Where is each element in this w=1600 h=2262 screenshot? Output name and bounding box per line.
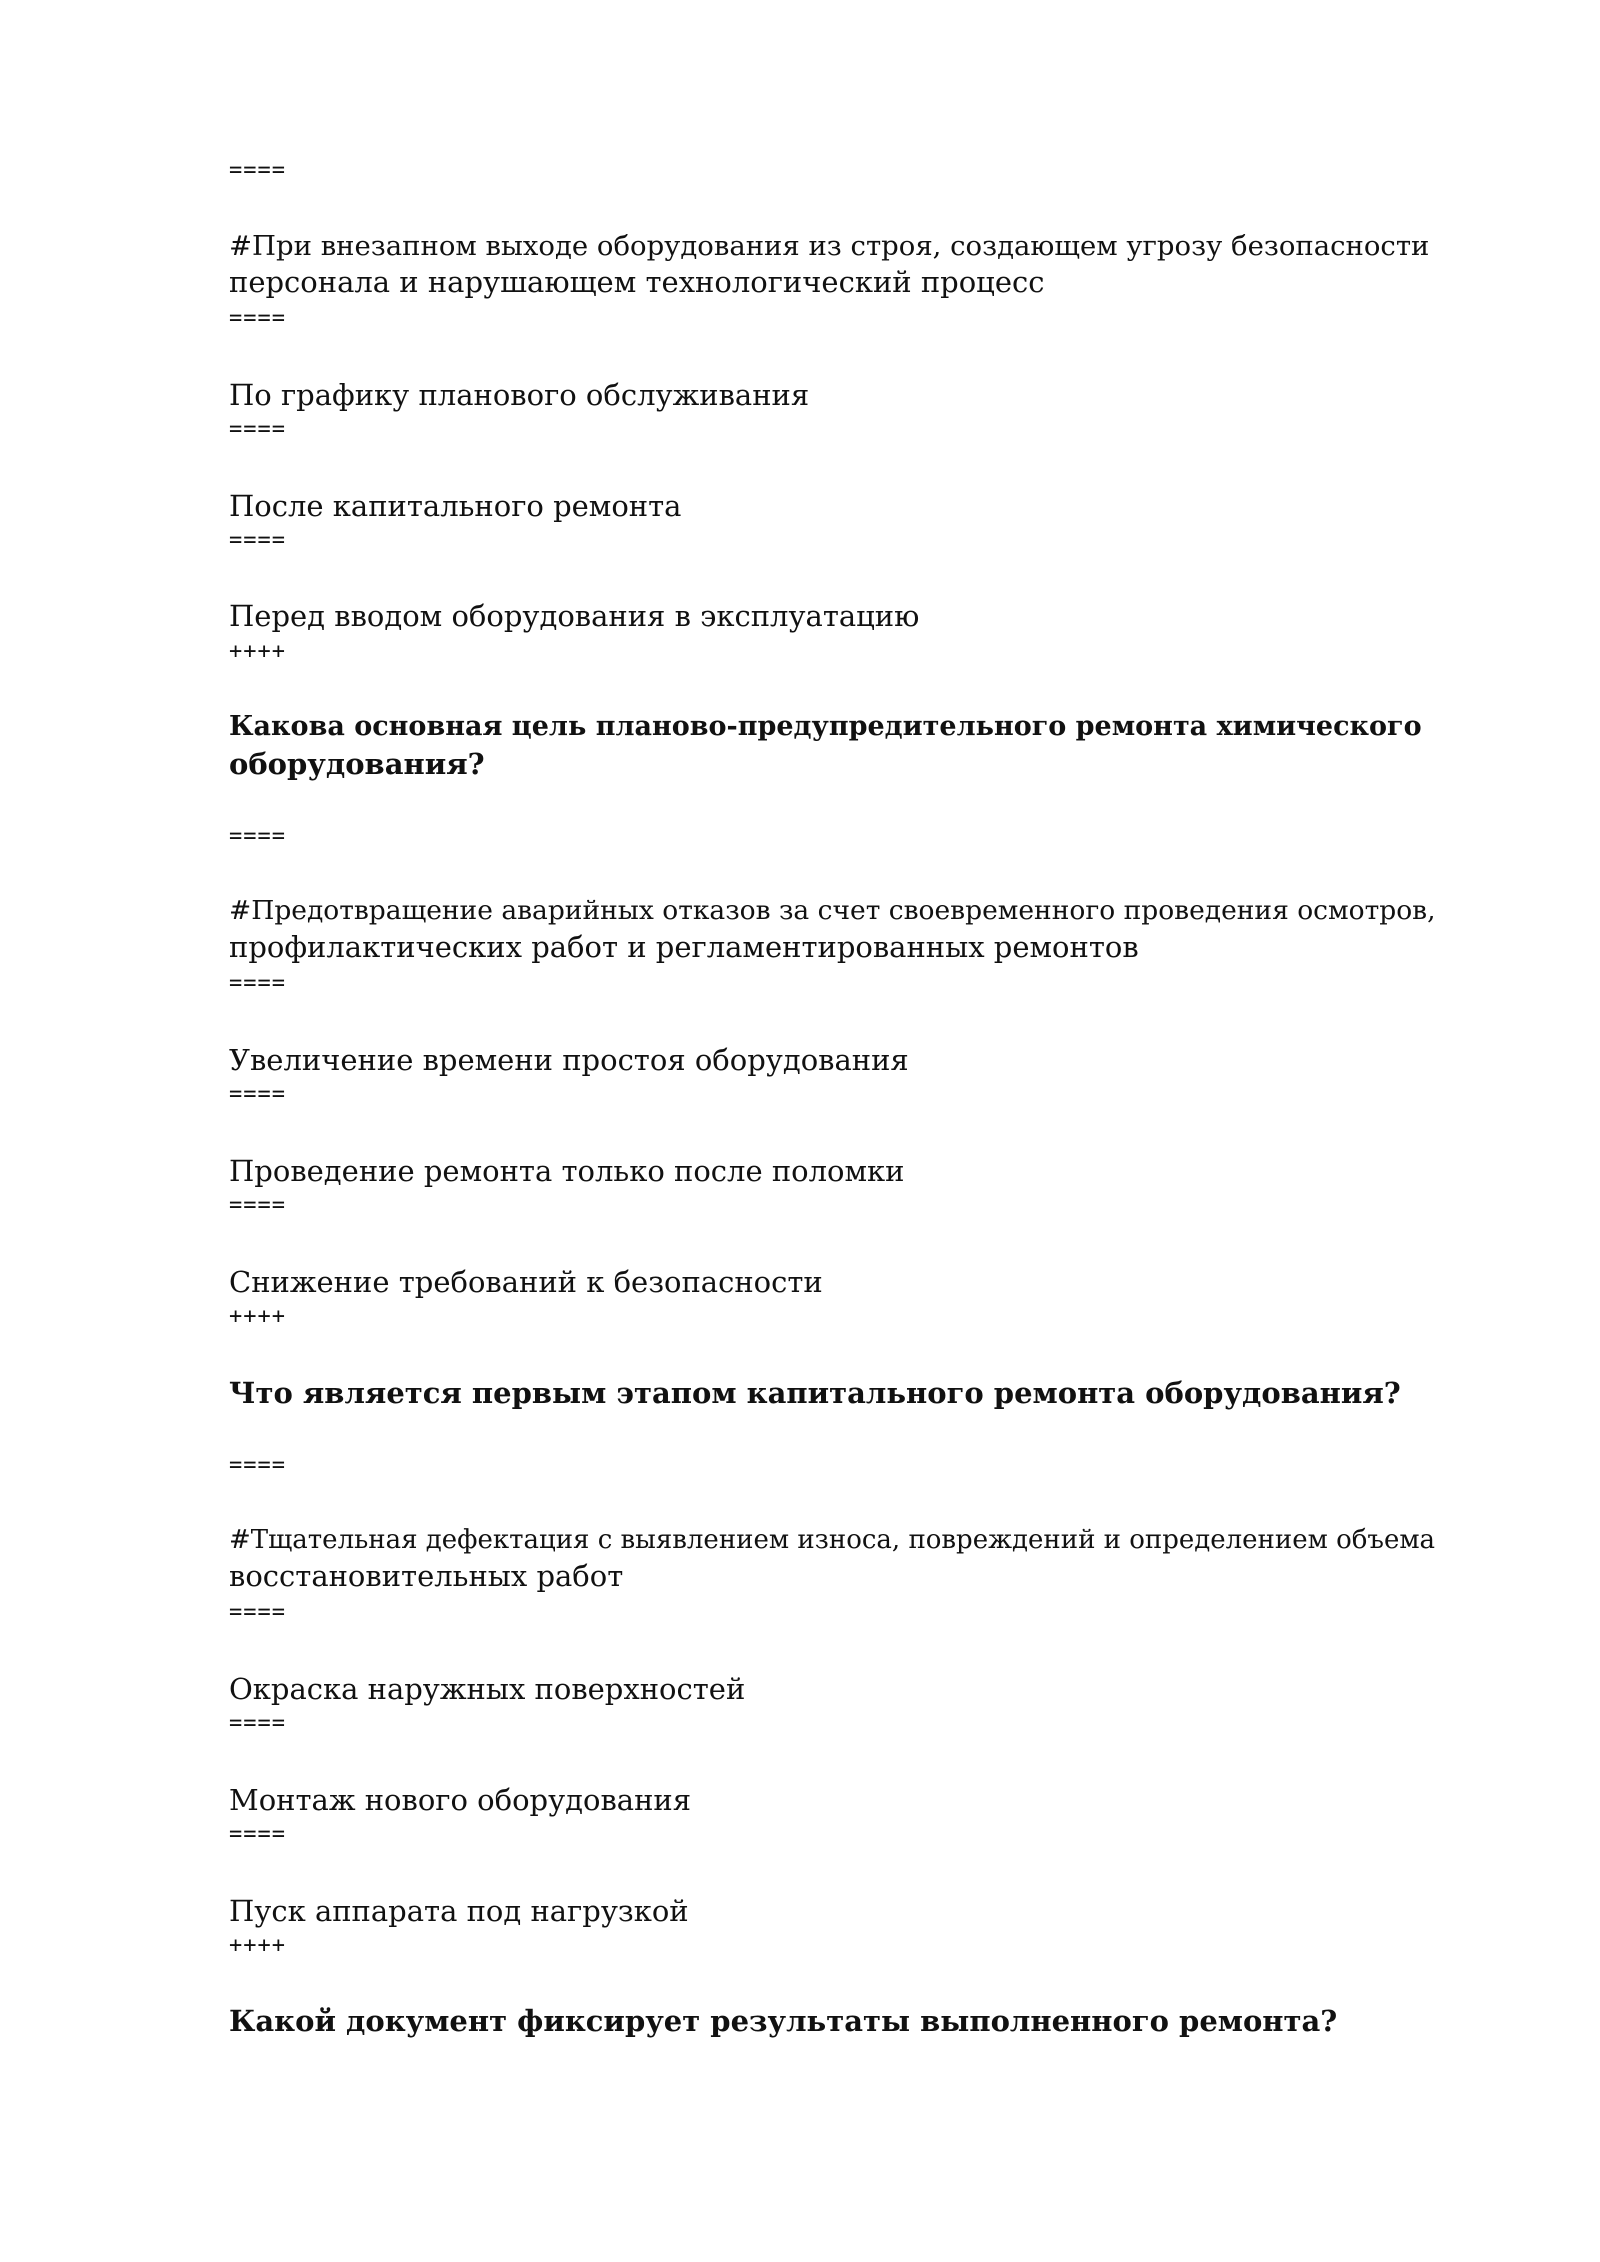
answer-option: Монтаж нового оборудования	[229, 1783, 692, 1817]
answer-option-continuation: персонала и нарушающем технологический процесс	[229, 265, 1045, 299]
answer-option: Проведение ремонта только после поломки	[229, 1154, 905, 1188]
question-text: Что является первым этапом капитального ремонта оборудования?	[229, 1376, 1401, 1410]
answer-option-continuation: восстановительных работ	[229, 1559, 624, 1593]
answer-option: Увеличение времени простоя оборудования	[229, 1043, 909, 1077]
answer-option: Перед вводом оборудования в эксплуатацию	[229, 599, 920, 633]
separator-line: ====	[229, 528, 286, 553]
answer-option: Снижение требований к безопасности	[229, 1265, 823, 1299]
question-separator: ++++	[229, 639, 286, 664]
question-text-continuation: оборудования?	[229, 747, 485, 781]
separator-line: ====	[229, 306, 286, 331]
question-separator: ++++	[229, 1933, 286, 1958]
separator-line: ====	[229, 1193, 286, 1218]
separator-line: ====	[229, 1822, 286, 1847]
answer-option-correct: #Предотвращение аварийных отказов за счет своевременного проведения осмотров,	[229, 895, 1436, 926]
separator-line: ====	[229, 1600, 286, 1625]
separator-line: ====	[229, 971, 286, 996]
answer-option: Пуск аппарата под нагрузкой	[229, 1894, 689, 1928]
answer-option-continuation: профилактических работ и регламентированных ремонтов	[229, 930, 1139, 964]
separator-line: ====	[229, 1711, 286, 1736]
answer-option: Окраска наружных поверхностей	[229, 1672, 746, 1706]
answer-option-correct: #При внезапном выходе оборудования из строя, создающем угрозу безопасности	[229, 230, 1430, 262]
question-text: Какой документ фиксирует результаты выполненного ремонта?	[229, 2004, 1338, 2038]
answer-option: По графику планового обслуживания	[229, 378, 810, 412]
question-separator: ++++	[229, 1304, 286, 1329]
question-text: Какова основная цель планово-предупредительного ремонта химического	[229, 711, 1422, 742]
separator-line: ====	[229, 1082, 286, 1107]
separator-line: ====	[229, 1453, 286, 1478]
answer-option-correct: #Тщательная дефектация с выявлением износа, повреждений и определением объема	[229, 1525, 1436, 1555]
separator-line: ====	[229, 824, 286, 849]
answer-option: После капитального ремонта	[229, 489, 682, 523]
separator-line: ====	[229, 158, 286, 183]
separator-line: ====	[229, 417, 286, 442]
